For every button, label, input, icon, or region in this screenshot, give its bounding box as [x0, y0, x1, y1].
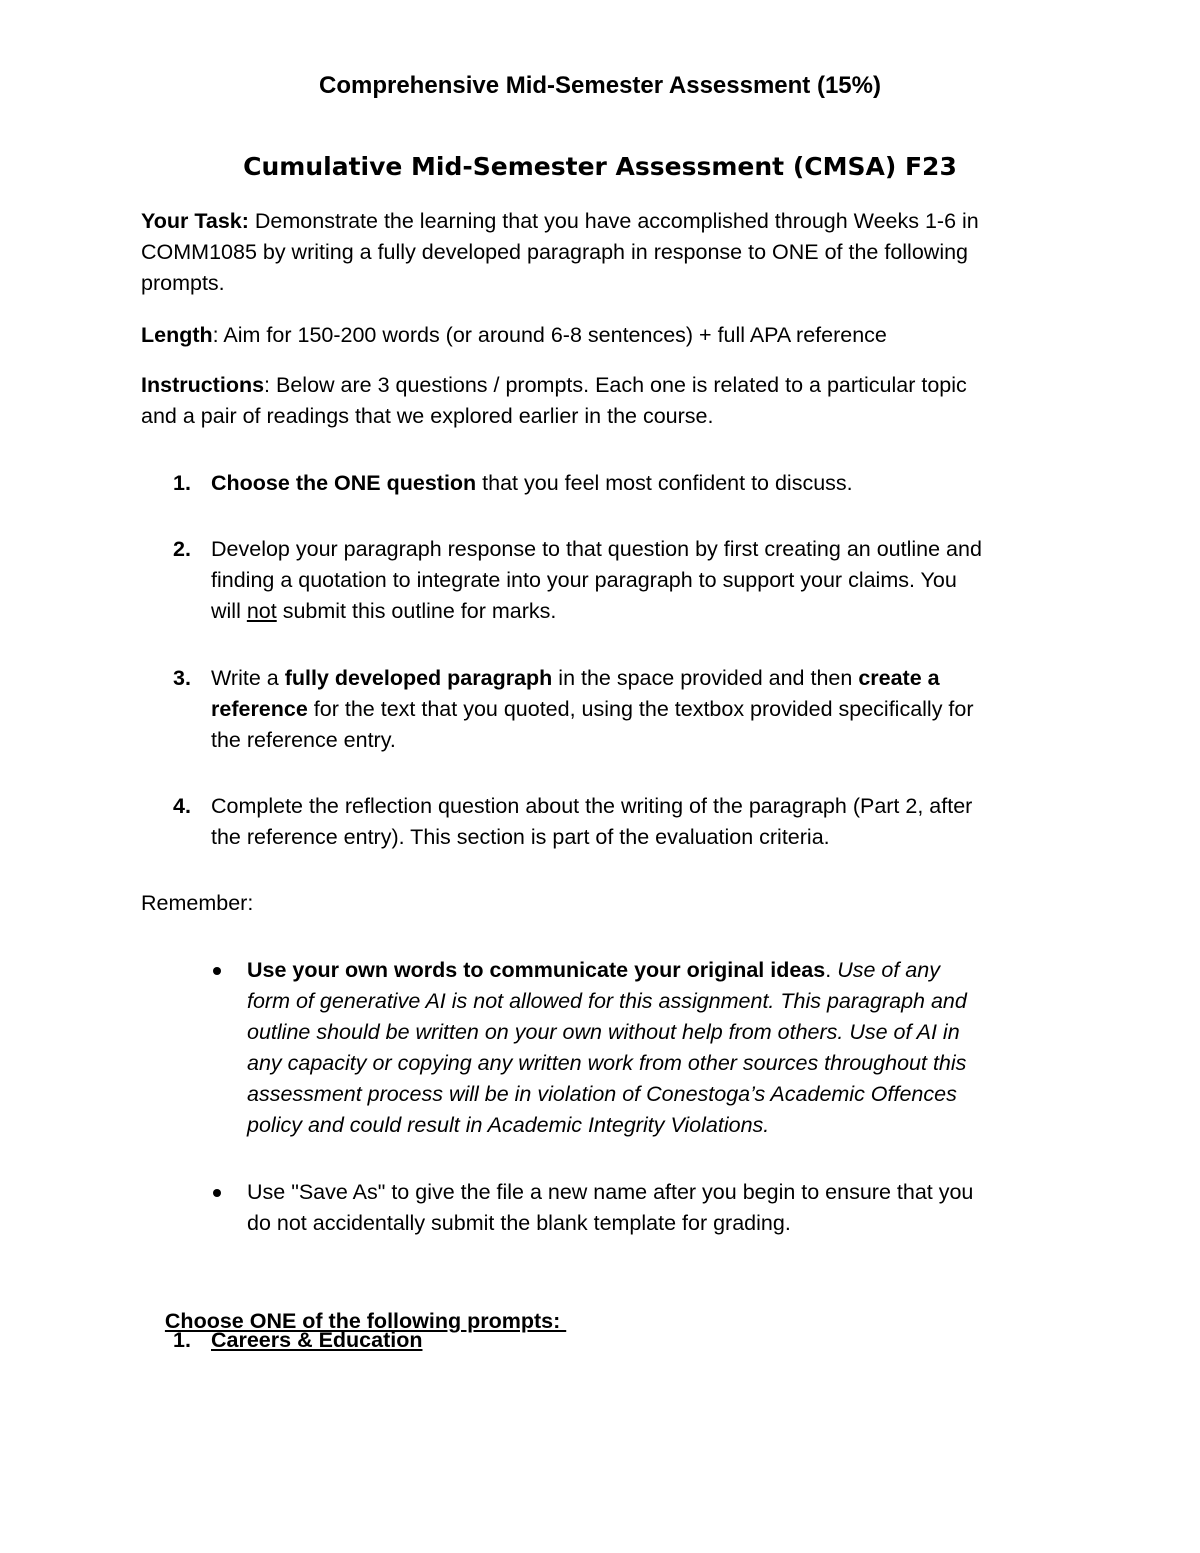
instructions-line-1: Instructions: Below are 3 questions / prompts. Each one is related to a particular topic — [141, 373, 967, 397]
remember-label: Remember: — [141, 891, 254, 915]
task-line-1: Your Task: Demonstrate the learning that you have accomplished through Weeks 1-6 in — [141, 209, 979, 233]
instructions-paragraph — [141, 370, 1071, 432]
step-1: Choose the ONE question that you feel most confident to discuss. — [211, 471, 853, 495]
step-number: 4. — [173, 794, 191, 818]
prompt-number: 1. — [173, 1328, 191, 1352]
task-label: Your Task: — [141, 209, 249, 233]
remember-bullet-2: Use "Save As" to give the file a new name after you begin to ensure that you do not accidentally submit the blank template for grading. — [247, 1180, 974, 1235]
prompts-heading: Choose ONE of the following prompts: — [164, 1309, 567, 1333]
instructions-line-2: and a pair of readings that we explored earlier in the course. — [141, 404, 714, 428]
instructions-label: Instructions — [141, 373, 265, 397]
document-subtitle: Cumulative Mid-Semester Assessment (CMSA) F23 — [243, 152, 957, 181]
length-label: Length — [141, 323, 213, 347]
step-3: Write a fully developed paragraph in the space provided and then create a reference for the text that you quoted, using the textbox provided specifically for the reference entry. — [211, 666, 974, 752]
bullet-icon — [213, 967, 221, 975]
task-line-2: COMM1085 by writing a fully developed paragraph in response to ONE of the following — [141, 240, 969, 264]
task-line-3: prompts. — [141, 271, 225, 295]
step-number: 3. — [173, 666, 191, 690]
remember-bullet-1: Use your own words to communicate your original ideas. Use of any form of generative AI is not allowed for this assignment. This paragraph and outline should be written on your own without help from others. Use of AI in any capacity or copying any written work from other sources throughout this assessment process will be in violation of Conestoga’s Academic Offences policy and could result in Academic Integrity Violations. — [247, 958, 967, 1137]
step-number: 2. — [173, 537, 191, 561]
step-number: 1. — [173, 471, 191, 495]
task-paragraph — [141, 206, 1071, 299]
prompt-1-title: Careers & Education — [211, 1328, 423, 1352]
length-paragraph: Length: Aim for 150-200 words (or around 6-8 sentences) + full APA reference — [141, 323, 887, 347]
step-2: Develop your paragraph response to that question by first creating an outline and finding a quotation to integrate into your paragraph to support your claims. You will not submit this outline for marks. — [211, 537, 982, 623]
bullet-icon — [213, 1189, 221, 1197]
step-4: Complete the reflection question about the writing of the paragraph (Part 2, after the reference entry). This section is part of the evaluation criteria. — [211, 794, 973, 849]
document-title: Comprehensive Mid-Semester Assessment (15%) — [319, 72, 881, 99]
